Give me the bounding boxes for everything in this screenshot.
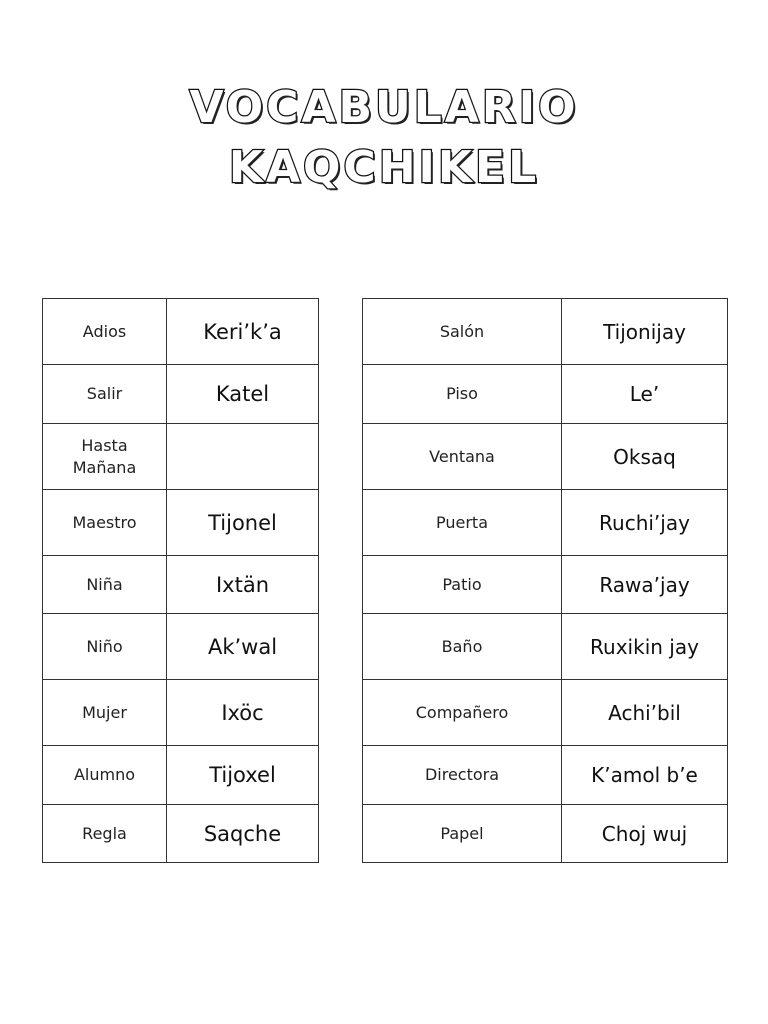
table-row [43,490,319,556]
table-row [43,556,319,614]
spanish-word: Patio [363,556,562,614]
table-row [43,805,319,863]
spanish-word: Adios [43,299,167,365]
table-row [43,299,319,365]
kaqchikel-word: K’amol b’e [562,746,728,805]
kaqchikel-word: Katel [167,365,319,424]
table-row [43,680,319,746]
table-row [363,556,728,614]
table-row [363,299,728,365]
spanish-word: Compañero [363,680,562,746]
spanish-word: Maestro [43,490,167,556]
spanish-word: Mujer [43,680,167,746]
kaqchikel-word: Le’ [562,365,728,424]
kaqchikel-word: Saqche [167,805,319,863]
table-row [43,746,319,805]
spanish-word: Niña [43,556,167,614]
title-line-2: KAQCHIKEL [228,142,540,193]
kaqchikel-word: Tijonijay [562,299,728,365]
table-row [363,680,728,746]
vocabulary-table-right [362,298,728,863]
table-row [363,424,728,490]
spanish-word: Alumno [43,746,167,805]
kaqchikel-word: Tijoxel [167,746,319,805]
spanish-word: Salir [43,365,167,424]
table-row [363,490,728,556]
page-title [0,78,768,198]
kaqchikel-word: Keri’k’a [167,299,319,365]
kaqchikel-word: Choj wuj [562,805,728,863]
kaqchikel-word: Oksaq [562,424,728,490]
kaqchikel-word [167,424,319,490]
spanish-word: Regla [43,805,167,863]
kaqchikel-word: Ixöc [167,680,319,746]
kaqchikel-word: Ruxikin jay [562,614,728,680]
kaqchikel-word: Ruchi’jay [562,490,728,556]
vocabulary-table-left [42,298,319,863]
spanish-word: Directora [363,746,562,805]
spanish-word: Salón [363,299,562,365]
spanish-word: Puerta [363,490,562,556]
table-row [363,805,728,863]
kaqchikel-word: Ixtän [167,556,319,614]
kaqchikel-word: Tijonel [167,490,319,556]
table-row [43,365,319,424]
table-row [363,746,728,805]
table-row [363,614,728,680]
kaqchikel-word: Ak’wal [167,614,319,680]
spanish-word: Papel [363,805,562,863]
kaqchikel-word: Rawa’jay [562,556,728,614]
spanish-word: Piso [363,365,562,424]
spanish-word: Hasta Mañana [43,424,167,490]
spanish-word: Baño [363,614,562,680]
kaqchikel-word: Achi’bil [562,680,728,746]
title-line-1: VOCABULARIO [189,82,579,133]
spanish-word: Niño [43,614,167,680]
table-row [43,614,319,680]
spanish-word: Ventana [363,424,562,490]
table-row [363,365,728,424]
table-row [43,424,319,490]
